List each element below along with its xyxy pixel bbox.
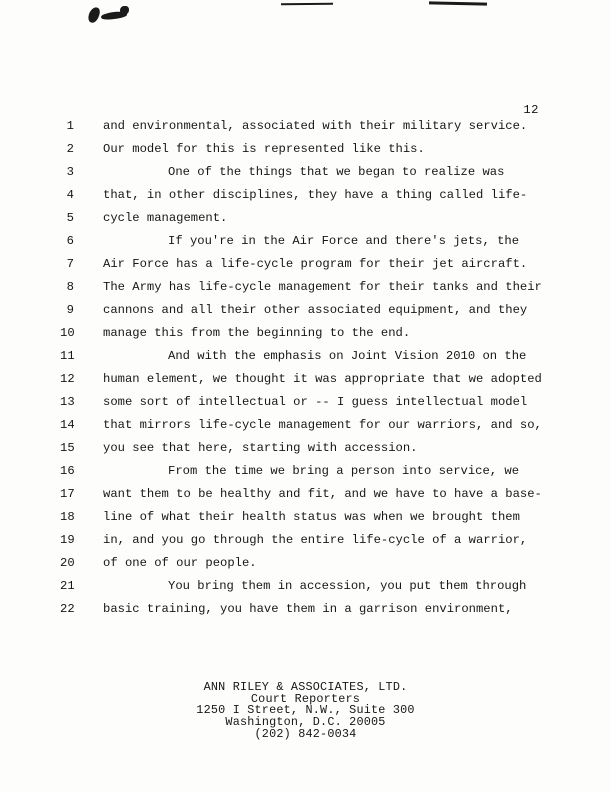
line-text: cycle management. [103,211,228,225]
line-text: some sort of intellectual or -- I guess intellectual model [103,395,528,409]
line-number: 12 [60,372,75,386]
scan-artifact [120,6,129,15]
line-text: Our model for this is represented like this. [103,142,425,156]
line-text: that mirrors life-cycle management for our warriors, and so, [103,418,542,432]
transcript-line [60,234,571,257]
line-number: 2 [66,142,74,156]
line-number: 10 [60,326,75,340]
line-text: and environmental, associated with their military service. [103,119,528,133]
line-text: line of what their health status was when we brought them [103,510,520,524]
transcript-line [60,119,571,142]
line-text: If you're in the Air Force and there's jets, the [168,234,520,248]
reporter-title: Court Reporters [250,691,361,706]
line-number: 13 [60,395,75,409]
reporter-city: Washington, D.C. 20005 [225,715,386,730]
transcript-line [60,142,571,165]
transcript-line [60,280,571,303]
line-number: 15 [60,441,75,455]
line-number: 19 [60,533,75,547]
line-text: human element, we thought it was appropriate that we adopted [103,372,542,386]
line-text: The Army has life-cycle management for their tanks and their [103,280,542,294]
line-text: One of the things that we began to realize was [168,165,505,179]
transcript-line [60,418,571,441]
line-text: You bring them in accession, you put them through [168,579,527,593]
transcript-line [60,602,571,625]
reporter-name: ANN RILEY & ASSOCIATES, LTD. [203,680,408,694]
transcript-line [60,257,571,280]
transcript-line [60,372,571,395]
line-number: 11 [60,349,75,363]
line-text: you see that here, starting with accession. [103,441,418,455]
transcript-line [60,303,571,326]
line-number: 20 [60,556,75,570]
scan-artifact [281,3,333,5]
line-text: Air Force has a life-cycle program for their jet aircraft. [103,257,528,271]
line-text: From the time we bring a person into service, we [168,464,520,478]
line-number: 18 [60,510,75,524]
line-text: manage this from the beginning to the end. [103,326,411,340]
line-number: 14 [60,418,75,432]
transcript-line [60,579,571,602]
transcript-line [60,510,571,533]
transcript-line [60,188,571,211]
line-text: in, and you go through the entire life-cycle of a warrior, [103,533,528,547]
transcript-line [60,326,571,349]
transcript-line [60,533,571,556]
line-text: want them to be healthy and fit, and we have to have a base- [103,487,542,501]
line-number: 17 [60,487,75,501]
line-number: 4 [66,188,74,202]
reporter-phone: (202) 842-0034 [254,726,357,741]
line-number: 3 [66,165,74,179]
page-number: 12 [523,103,539,117]
line-text: basic training, you have them in a garrison environment, [103,602,513,616]
reporter-footer [0,682,611,741]
transcript-line [60,211,571,234]
line-text: cannons and all their other associated equipment, and they [103,303,528,317]
transcript-line [60,349,571,372]
line-number: 21 [60,579,75,593]
line-number: 9 [66,303,74,317]
line-number: 5 [66,211,74,225]
line-number: 16 [60,464,75,478]
line-number: 6 [66,234,74,248]
transcript-line [60,441,571,464]
line-text: of one of our people. [103,556,257,570]
transcript-line [60,464,571,487]
line-number: 8 [66,280,74,294]
line-number: 22 [60,602,75,616]
transcript-line [60,556,571,579]
line-number: 7 [66,257,74,271]
transcript-line [60,165,571,188]
transcript-line [60,487,571,510]
line-text: that, in other disciplines, they have a thing called life- [103,188,528,202]
reporter-street: 1250 I Street, N.W., Suite 300 [196,703,415,718]
transcript-lines [60,119,571,625]
scan-artifact [87,6,101,24]
transcript-line [60,395,571,418]
line-number: 1 [66,119,74,133]
scan-artifact [429,1,487,5]
line-text: And with the emphasis on Joint Vision 2010 on the [168,349,527,363]
